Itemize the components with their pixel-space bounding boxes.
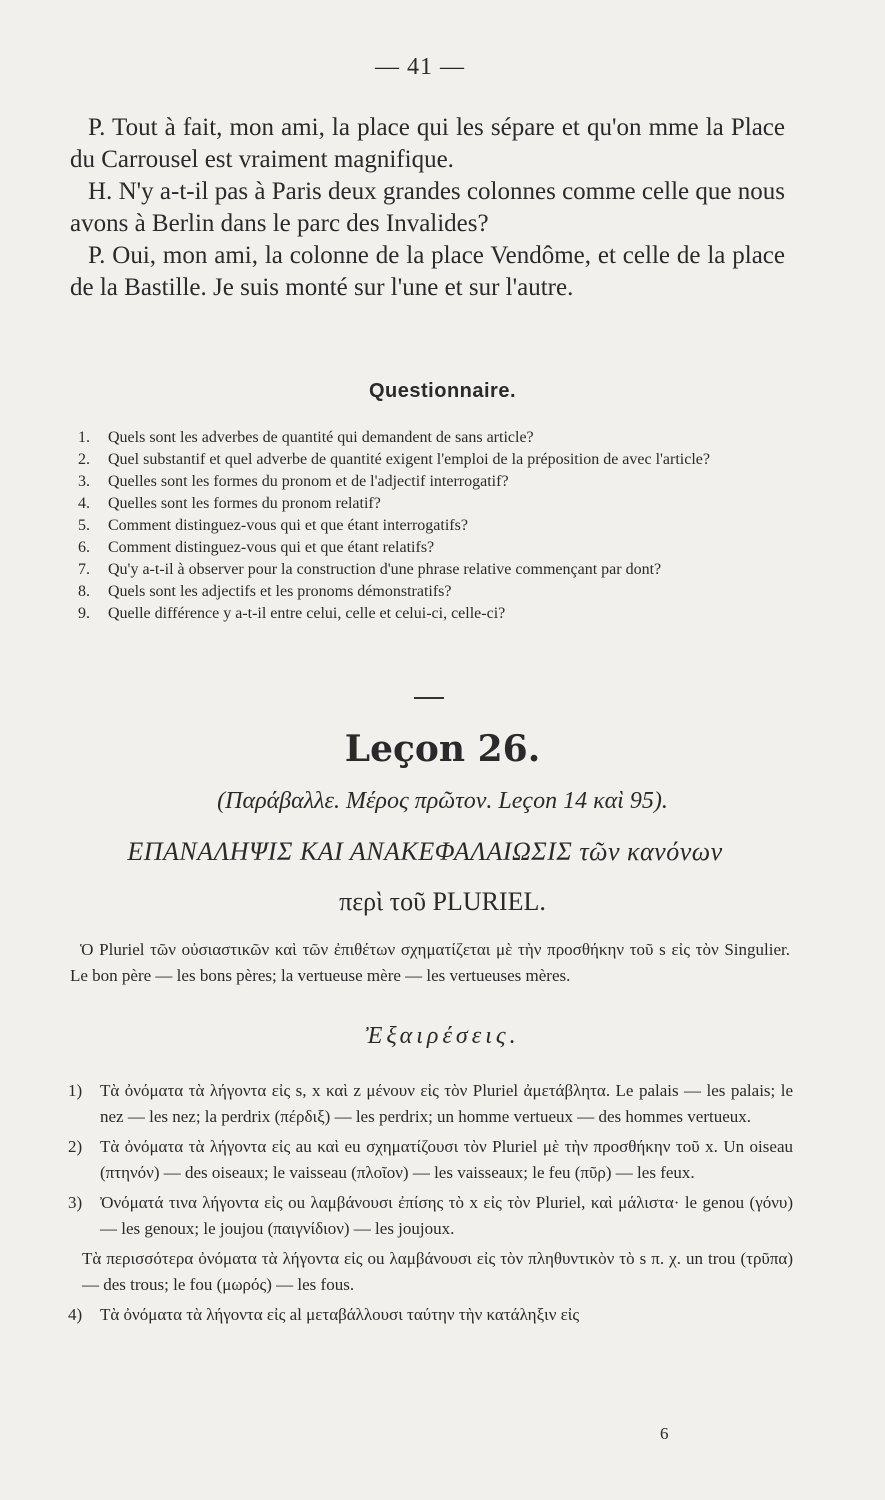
question-item [78, 515, 793, 537]
dialogue-block [70, 112, 785, 304]
question-item [78, 471, 793, 493]
question-text: Quelle différence y a-t-il entre celui, celle et celui-ci, celle-ci? [108, 605, 506, 622]
question-text: Quels sont les adverbes de quantité qui demandent de sans article? [108, 429, 534, 446]
question-number: 9. [78, 605, 90, 622]
rule-item [68, 1190, 793, 1242]
question-text: Comment distinguez-vous qui et que étant interrogatifs? [108, 517, 468, 534]
rule-text: Τὰ ὀνόματα τὰ λήγοντα εἰς s, x καὶ z μένουν εἰς τὸν Pluriel ἀμετάβλητα. Le palais — les palais; le nez — les nez; la perdrix (πέρδιξ) — les perdrix; un homme vertueux — des hommes vertueux. [100, 1081, 793, 1126]
rule-item [68, 1134, 793, 1186]
dialogue-line-3: P. Oui, mon ami, la colonne de la place Vendôme, et celle de la place de la Bastille. Je suis monté sur l'une et sur l'autre. [70, 242, 785, 301]
rules-list [68, 1078, 793, 1332]
question-number: 6. [78, 539, 90, 556]
question-item [78, 603, 793, 625]
rule-item [68, 1302, 793, 1328]
question-number: 2. [78, 451, 90, 468]
rule-number: 2) [68, 1137, 83, 1156]
rule-number: 4) [68, 1305, 83, 1324]
rule-number: 1) [68, 1081, 83, 1100]
rule-number: 3) [68, 1193, 83, 1212]
lesson-title: Leçon 26. [344, 728, 541, 770]
question-item [78, 449, 793, 471]
question-item [78, 427, 793, 449]
questionnaire-list [78, 427, 793, 625]
question-number: 8. [78, 583, 90, 600]
dialogue-line-1: P. Tout à fait, mon ami, la place qui les sépare et qu'on mme la Place du Carrousel est vraiment magnifique. [70, 114, 785, 173]
lesson-intro: Ὁ Pluriel τῶν οὐσιαστικῶν καὶ τῶν ἐπιθέτων σχηματίζεται μὲ τὴν προσθήκην τοῦ s εἰς τὸν Singulier. Le bon père — les bons pères; la vertueuse mère — les vertueuses mères. [70, 940, 790, 985]
exceptions-title: Ἐξαιρέσεις. [365, 1023, 520, 1049]
question-text: Quelles sont les formes du pronom et de l'adjectif interrogatif? [108, 473, 509, 490]
rule-text: Ὀνόματά τινα λήγοντα εἰς ou λαμβάνουσι ἐπίσης τὸ x εἰς τὸν Pluriel, καὶ μάλιστα· le genou (γόνυ) — les genoux; le joujou (παιγνίδιον) — les joujoux. [100, 1193, 793, 1238]
rule-text: Τὰ ὀνόματα τὰ λήγοντα εἰς au καὶ eu σχηματίζουσι τὸν Pluriel μὲ τὴν προσθήκην τοῦ x. Un oiseau (πτηνόν) — des oiseaux; le vaisseau (πλοῖον) — les vaisseaux; le feu (πῦρ) — les feux. [100, 1137, 793, 1182]
question-text: Comment distinguez-vous qui et que étant relatifs? [108, 539, 435, 556]
question-item [78, 559, 793, 581]
question-number: 7. [78, 561, 90, 578]
question-text: Quels sont les adjectifs et les pronoms démonstratifs? [108, 583, 452, 600]
question-text: Qu'y a-t-il à observer pour la construction d'une phrase relative commençant par dont? [108, 561, 662, 578]
question-item [78, 493, 793, 515]
lesson-heading-line-1: ΕΠΑΝΑΛΗΨΙΣ ΚΑΙ ΑΝΑΚΕΦΑΛΑΙΩΣΙΣ τῶν κανόνων [127, 837, 723, 866]
lesson-heading-line-2: περὶ τοῦ PLURIEL. [339, 887, 546, 916]
lesson-subtitle: (Παράβαλλε. Μέρος πρῶτον. Leçon 14 καὶ 95). [217, 788, 668, 814]
signature-mark: 6 [660, 1424, 669, 1443]
question-item [78, 537, 793, 559]
question-text: Quelles sont les formes du pronom relatif? [108, 495, 381, 512]
question-number: 4. [78, 495, 90, 512]
question-number: 3. [78, 473, 90, 490]
question-number: 5. [78, 517, 90, 534]
question-item [78, 581, 793, 603]
question-number: 1. [78, 429, 90, 446]
section-divider [414, 697, 444, 699]
rule-note: Τὰ περισσότερα ὀνόματα τὰ λήγοντα εἰς ou λαμβάνουσι εἰς τὸν πληθυντικὸν τὸ s π. χ. un trou (τρῦπα) — des trous; le fou (μωρός) — les fous. [82, 1249, 793, 1294]
questionnaire-title: Questionnaire. [368, 380, 517, 402]
dialogue-line-2: H. N'y a-t-il pas à Paris deux grandes colonnes comme celle que nous avons à Berlin dans le parc des Invalides? [70, 178, 785, 237]
question-text: Quel substantif et quel adverbe de quantité exigent l'emploi de la préposition de avec l'article? [108, 451, 710, 468]
rule-item [68, 1078, 793, 1130]
rule-text: Τὰ ὀνόματα τὰ λήγοντα εἰς al μεταβάλλουσι ταύτην τὴν κατάληξιν εἰς [100, 1305, 580, 1324]
page-number: — 41 — [375, 54, 465, 80]
